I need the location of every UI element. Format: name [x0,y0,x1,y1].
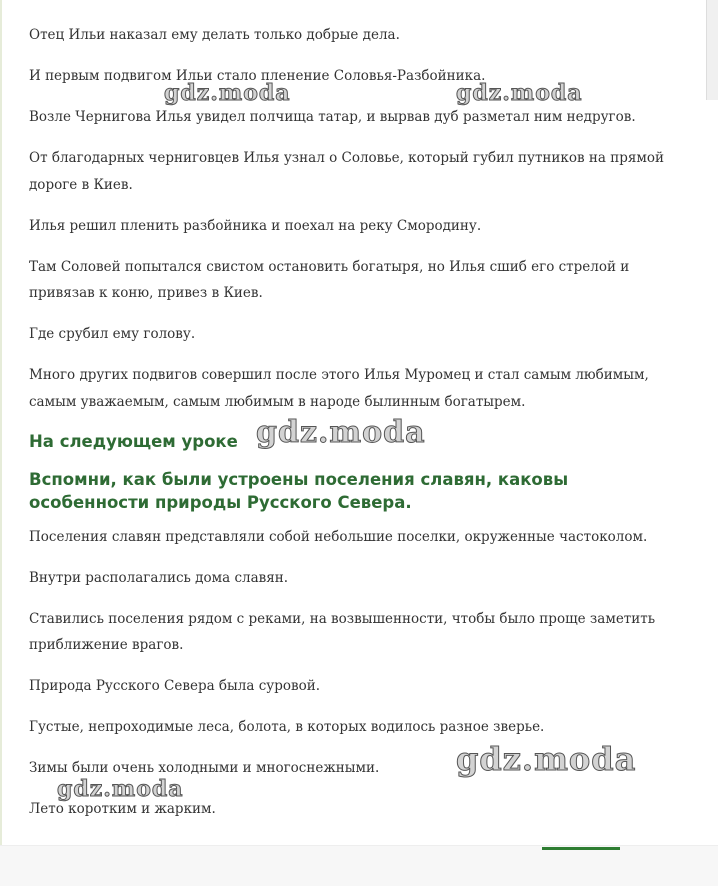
watermark: gdz.moda [57,776,184,802]
watermark: gdz.moda [456,740,637,778]
paragraph: Густые, непроходимые леса, болота, в которых водилось разное зверье. [29,719,545,735]
paragraph: Много других подвигов совершил после этого Илья Муромец и стал самым любимым, самым уважаемым, самым любимым в народе былинным богатырем. [29,367,649,410]
paragraph: Внутри располагались дома славян. [29,569,289,586]
footer-accent-line [542,847,620,850]
watermark: gdz.moda [456,80,583,106]
paragraph: Отец Ильи наказал ему делать только добрые дела. [29,27,400,43]
paragraph: Природа Русского Севера была суровой. [29,678,321,694]
paragraph: Поселения славян представляли собой небольшие поселки, окруженные частоколом. [29,528,648,545]
left-border [0,0,2,845]
side-scroll-strip [706,0,718,100]
paragraph: Илья решил пленить разбойника и поехал на реку Смородину. [29,217,482,234]
watermark: gdz.moda [164,80,291,106]
paragraph: Где срубил ему голову. [29,326,196,342]
paragraph: Лето коротким и жарким. [29,801,216,817]
footer-bar [0,845,718,886]
watermark: gdz.moda [256,415,426,450]
paragraph: Возле Чернигова Илья увидел полчища татар, и вырвав дуб разметал ним недругов. [29,109,636,125]
next-lesson-heading: На следующем уроке [29,431,238,451]
paragraph: Зимы были очень холодными и многоснежными. [29,760,380,776]
paragraph: Ставились поселения рядом с реками, на возвышенности, чтобы было проще заметить приближение врагов. [29,610,656,653]
paragraph: От благодарных черниговцев Илья узнал о Соловье, который губил путников на прямой дороге в Киев. [29,150,665,193]
paragraph: И первым подвигом Ильи стало пленение Соловья-Разбойника. [29,68,486,84]
paragraph: Там Соловей попытался свистом остановить богатыря, но Илья сшиб его стрелой и привязав к коню, привез в Киев. [29,258,630,301]
question-heading: Вспомни, как были устроены поселения славян, каковы особенности природы Русского Севера. [29,469,569,512]
